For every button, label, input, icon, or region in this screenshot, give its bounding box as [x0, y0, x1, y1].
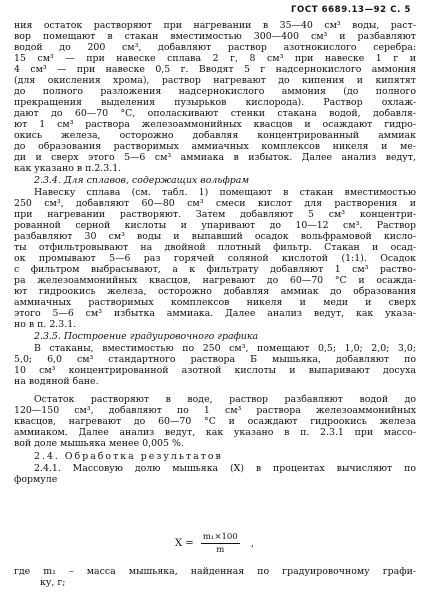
- text-line: ра железоаммонийных квасцов, нагревают до 60—70 °С и осажда-: [14, 275, 416, 286]
- text-line: разбавляют 30 см³ воды и выпавший осадок вольфрамовой кисло-: [14, 231, 416, 242]
- text-line: аммиачных растворимых комплексов никеля и меди и сверх: [14, 297, 416, 308]
- formula-denominator: m: [216, 545, 225, 555]
- section-heading: 2.4. Обработка результатов: [34, 451, 223, 462]
- formula-lhs: X =: [175, 538, 194, 549]
- text-line: 15 см³ — при навеске сплава 2 г, 8 см³ при навеске 1 г и: [14, 53, 416, 64]
- text-line: Навеску сплава (см. табл. 1) помещают в стакан вместимостью: [34, 187, 416, 198]
- text-line: Остаток растворяют в воде, раствор разбавляют водой до: [34, 394, 416, 405]
- text-line: на водяной бане.: [14, 376, 99, 387]
- text-line: где m₁ – масса мышьяка, найденная по градуировочному графи-: [14, 566, 416, 577]
- formula-comma: ,: [250, 538, 255, 549]
- text-line: до полного разложения надсернокислого аммония (до полного: [14, 86, 416, 97]
- text-line: аммиаком. Далее анализ ведут, как указано в п. 2.3.1 при массо-: [14, 427, 416, 438]
- section-heading: 2.3.4. Для сплавов, содержащих вольфрам: [34, 175, 250, 186]
- text-line: ты отфильтровывают на двойной плотный фильтр. Стакан и осад-: [14, 242, 416, 253]
- text-line: формуле: [14, 474, 58, 485]
- text-line: 120—150 см³, добавляют по 1 см³ раствора железоаммонийных: [14, 405, 416, 416]
- text-line: с фильтром выбрасывают, а к фильтрату добавляют 1 см³ раство-: [14, 264, 416, 275]
- text-line: квасцов, нагревают до 60—70 °С и осаждают гидроокись железа: [14, 416, 416, 427]
- text-line: как указано в п.2.3.1.: [14, 163, 122, 174]
- text-line: 5,0; 6,0 см³ стандартного раствора Б мышьяка, добавляют по: [14, 354, 416, 365]
- text-line: ния остаток растворяют при нагревании в 35—40 см³ воды, раст-: [14, 20, 416, 31]
- formula-numerator: m₁×100: [202, 532, 238, 542]
- text-line: прекращения выделения пузырьков кислорода). Раствор охлаж-: [14, 97, 416, 108]
- text-line: вой доле мышьяка менее 0,005 %.: [14, 438, 184, 449]
- text-line: водой до 200 см³, добавляют раствор азотнокислого серебра:: [14, 42, 416, 53]
- text-line: вор помещают в стакан вместимостью 300—400 см³ и разбавляют: [14, 31, 416, 42]
- text-line: ют 1 см³ раствора железоаммонийных квасцов и осаждают гидро-: [14, 119, 416, 130]
- text-line: В стаканы, вместимостью по 250 см³, помещают 0,5; 1,0; 2,0; 3,0;: [34, 343, 416, 354]
- text-line: (для окисления хрома), раствор нагревают до кипения и кипятят: [14, 75, 416, 86]
- text-line: 2.4.1. Массовую долю мышьяка (X) в процентах вычисляют по: [34, 463, 416, 474]
- text-line: рованной серной кислоты и упаривают до 10—12 см³. Раствор: [14, 220, 416, 231]
- page-header: ГОСТ 6689.13—92 С. 5: [291, 5, 411, 15]
- text-line: при нагревании растворяют. Затем добавляют 5 см³ концентри-: [14, 209, 416, 220]
- text-line: 4 см³ — при навеске 0,5 г. Вводят 5 г надсернокислого аммония: [14, 64, 416, 75]
- text-line: 250 см³, добавляют 60—80 см³ смеси кислот для растворения и: [14, 198, 416, 209]
- text-line: ку, г;: [40, 577, 66, 588]
- text-line: до образования растворимых аммиачных комплексов никеля и ме-: [14, 141, 416, 152]
- text-line: но в п. 2.3.1.: [14, 319, 77, 330]
- text-line: окись железа, осторожно добавляя концентрированный аммиак: [14, 130, 416, 141]
- text-line: 10 см³ концентрированной азотной кислоты и выпаривают досуха: [14, 365, 416, 376]
- text-line: ок промывают 5—6 раз горячей соляной кислотой (1:1). Осадок: [14, 253, 416, 264]
- text-line: этого 5—6 см³ избытка аммиака. Далее анализ ведут, как указа-: [14, 308, 416, 319]
- section-heading: 2.3.5. Построение градуировочного графика: [34, 331, 259, 342]
- formula: [175, 532, 254, 555]
- formula-fraction: [201, 532, 240, 555]
- text-line: ди и сверх этого 5—6 см³ аммиака в избыток. Далее анализ ведут,: [14, 152, 416, 163]
- text-line: дают до 60—70 °С, ополаскивают стенки стакана водой, добавля-: [14, 108, 416, 119]
- text-line: ют гидроокись железа, осторожно добавляя аммиак до образования: [14, 286, 416, 297]
